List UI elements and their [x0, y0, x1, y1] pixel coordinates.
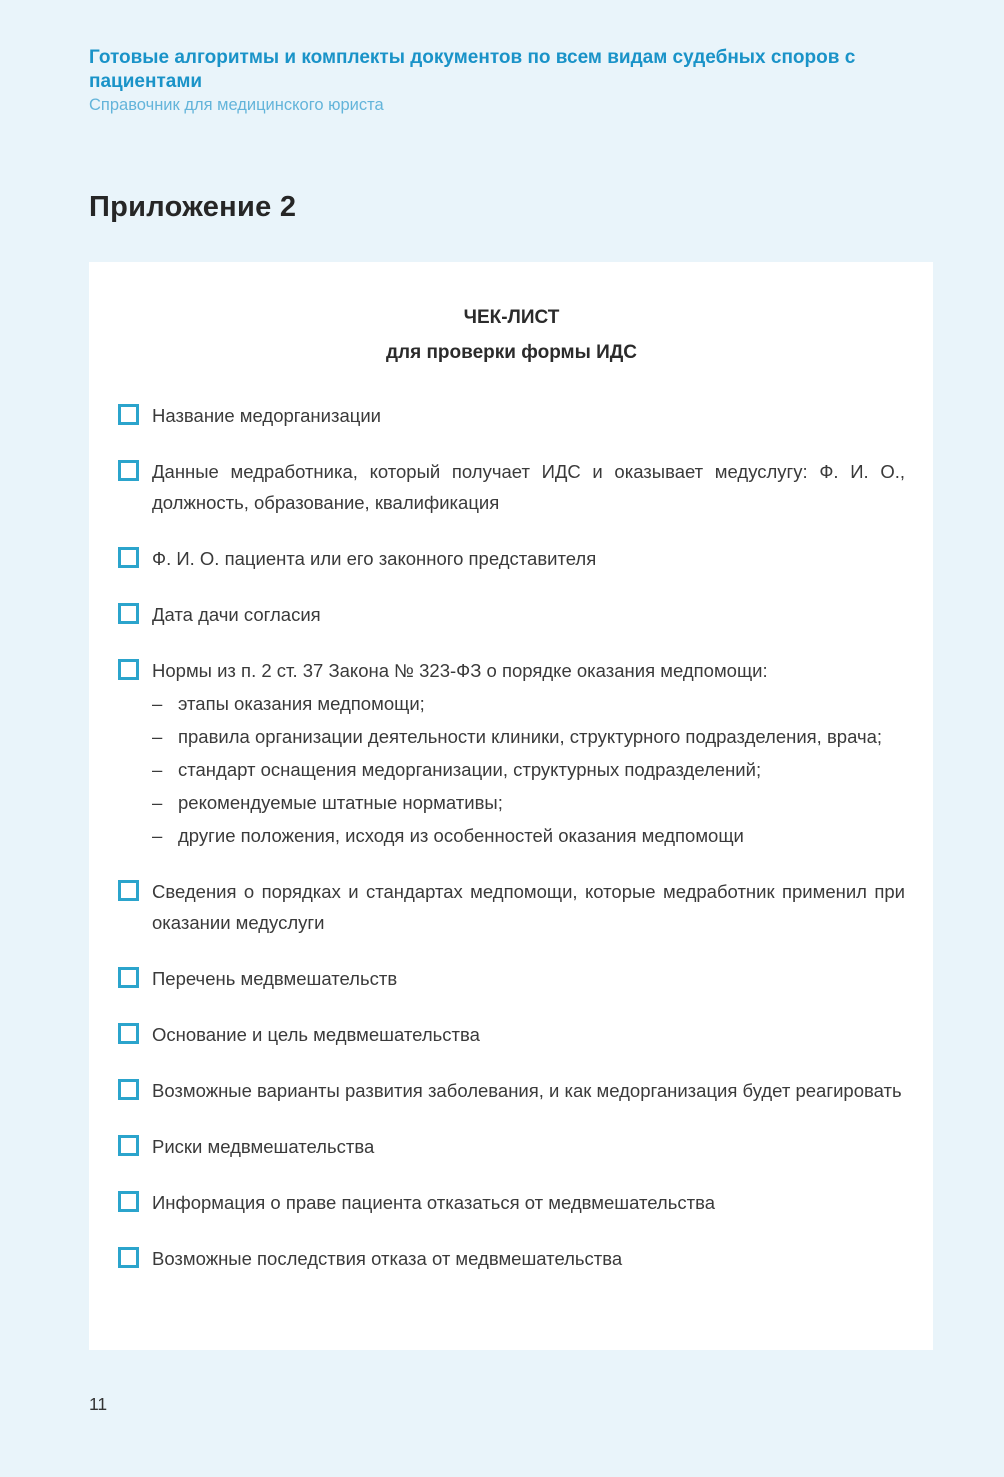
checklist-item-label: Основание и цель медвмешательства — [152, 1024, 480, 1045]
checklist-card — [89, 262, 933, 1350]
checklist-item-label: Информация о праве пациента отказаться от медвмешательства — [152, 1192, 715, 1213]
checklist-item — [118, 1131, 905, 1162]
dash-bullet: – — [152, 693, 163, 714]
checklist-subitem-label: другие положения, исходя из особенностей оказания медпомощи — [178, 825, 744, 846]
checklist-item — [118, 456, 905, 518]
checklist-subitem-label: рекомендуемые штатные нормативы; — [178, 792, 503, 813]
checkbox-icon[interactable] — [118, 1191, 139, 1212]
checkbox-icon[interactable] — [118, 1247, 139, 1268]
checklist-item-label: Возможные последствия отказа от медвмешательства — [152, 1248, 623, 1269]
checkbox-icon[interactable] — [118, 1023, 139, 1044]
checklist-item-label: Перечень медвмешательств — [152, 968, 398, 989]
checklist-item — [118, 599, 905, 630]
checklist-item-label: Нормы из п. 2 ст. 37 Закона № 323-ФЗ о порядке оказания медпомощи: — [152, 660, 768, 681]
checkbox-icon[interactable] — [118, 547, 139, 568]
checklist-item-label: Дата дачи согласия — [152, 604, 321, 625]
checklist-item — [118, 543, 905, 574]
checklist-item — [118, 1075, 905, 1106]
checklist — [118, 400, 905, 1274]
dash-bullet: – — [152, 726, 163, 747]
checklist-item — [118, 876, 905, 938]
checklist-subitem — [152, 688, 905, 719]
checklist-subitem — [152, 820, 905, 851]
checklist-item-label: Ф. И. О. пациента или его законного представителя — [152, 548, 597, 569]
checklist-subitem-label: этапы оказания медпомощи; — [178, 693, 425, 714]
checklist-item-label: Риски медвмешательства — [152, 1136, 375, 1157]
checkbox-icon[interactable] — [118, 404, 139, 425]
checklist-subitem-label: стандарт оснащения медорганизации, структурных подразделений; — [178, 759, 762, 780]
checklist-title-line2: для проверки формы ИДС — [385, 342, 638, 363]
checklist-item — [118, 400, 905, 431]
checklist-item-label: Возможные варианты развития заболевания, и как медорганизация будет реагировать — [152, 1080, 902, 1101]
dash-bullet: – — [152, 792, 163, 813]
checklist-item — [118, 963, 905, 994]
checkbox-icon[interactable] — [118, 880, 139, 901]
header-subtitle: Справочник для медицинского юриста — [89, 96, 384, 114]
document-header — [0, 0, 1004, 115]
checklist-sublist — [152, 688, 905, 851]
page-title: Приложение 2 — [89, 191, 297, 223]
checklist-subitem — [152, 721, 905, 752]
checkbox-icon[interactable] — [118, 967, 139, 988]
checklist-item-label: Данные медработника, который получает ИДС и оказывает медуслугу: Ф. И. О., должность, образование, квалификация — [152, 461, 905, 513]
checklist-item — [118, 1243, 905, 1274]
checklist-item — [118, 655, 905, 851]
checkbox-icon[interactable] — [118, 659, 139, 680]
checkbox-icon[interactable] — [118, 603, 139, 624]
checklist-subitem — [152, 787, 905, 818]
page-number: 11 — [89, 1394, 108, 1414]
checkbox-icon[interactable] — [118, 460, 139, 481]
checklist-title-line1: ЧЕК-ЛИСТ — [463, 307, 560, 328]
dash-bullet: – — [152, 825, 163, 846]
checklist-subitem — [152, 754, 905, 785]
checklist-item — [118, 1019, 905, 1050]
checkbox-icon[interactable] — [118, 1079, 139, 1100]
checklist-item — [118, 1187, 905, 1218]
checklist-item-label: Сведения о порядках и стандартах медпомощи, которые медработник применил при оказании медуслуги — [152, 881, 905, 933]
dash-bullet: – — [152, 759, 163, 780]
header-title: Готовые алгоритмы и комплекты документов по всем видам судебных споров с пациентами — [89, 47, 856, 92]
checklist-subitem-label: правила организации деятельности клиники, структурного подразделения, врача; — [178, 726, 883, 747]
checkbox-icon[interactable] — [118, 1135, 139, 1156]
checklist-item-label: Название медорганизации — [152, 405, 382, 426]
